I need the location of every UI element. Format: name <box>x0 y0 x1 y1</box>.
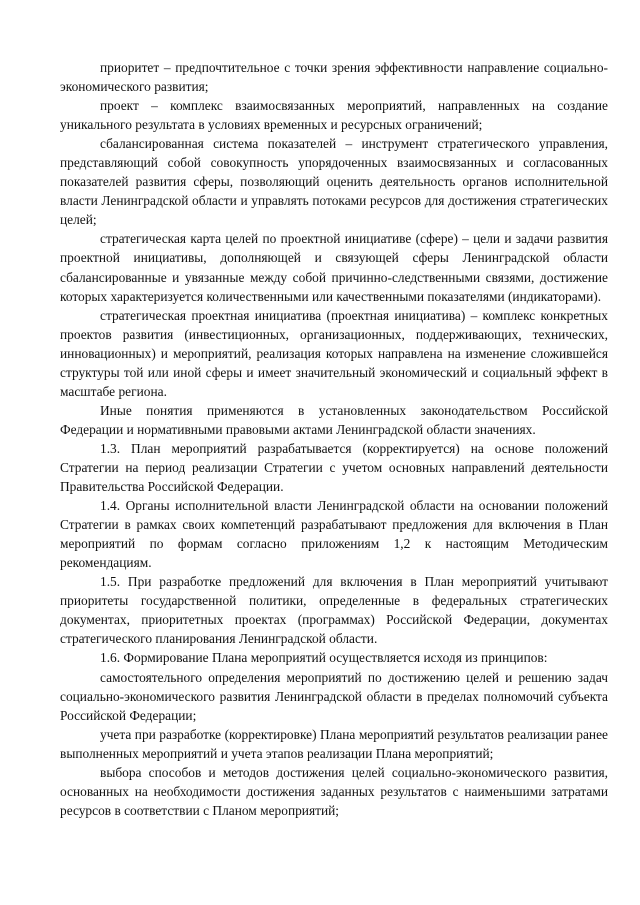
definition-strategy-map: стратегическая карта целей по проектной инициативе (сфере) – цели и задачи развития проектной инициативы, дополняющей и связующей сферы Ленинградской области сбалансированные и увязанные между собой причинно-следственными связями, достижение которых характеризуется количественными или качественными показателями (индикаторами). <box>60 231 608 304</box>
section-1-5: 1.5. При разработке предложений для включения в План мероприятий учитывают приоритеты государственной политики, определенные в федеральных стратегических документах, приоритетных проектах (программах) Российской Федерации, документах стратегического планирования Ленинградской области. <box>60 574 608 647</box>
definition-project: проект – комплекс взаимосвязанных мероприятий, направленных на создание уникального результата в условиях временных и ресурсных ограничений; <box>60 98 608 133</box>
principle-accounting-results: учета при разработке (корректировке) Плана мероприятий результатов реализации ранее выполненных мероприятий и учета этапов реализации Плана мероприятий; <box>60 726 608 761</box>
section-1-4: 1.4. Органы исполнительной власти Ленинградской области на основании положений Стратегии в рамках своих компетенций разрабатывают предложения для включения в План мероприятий по формам согласно приложениям 1,2 к настоящим Методическим рекомендациям. <box>60 498 608 571</box>
other-terms-paragraph: Иные понятия применяются в установленных законодательством Российской Федерации и нормативными правовыми актами Ленинградской области значениях. <box>60 402 608 437</box>
section-1-3: 1.3. План мероприятий разрабатывается (корректируется) на основе положений Стратегии на период реализации Стратегии с учетом основных направлений деятельности Правительства Российской Федерации. <box>60 440 608 495</box>
definition-balanced-scorecard: сбалансированная система показателей – инструмент стратегического управления, представляющий собой совокупность упорядоченных взаимосвязанных и согласованных показателей развития сферы, позволяющий оценить деятельность органов исполнительной власти Ленинградской области и управлять потоками ресурсов для достижения стратегических целей; <box>60 136 608 228</box>
principle-method-selection: выбора способов и методов достижения целей социально-экономического развития, основанных на необходимости достижения заданных результатов с наименьшими затратами ресурсов в соответствии с Планом мероприятий; <box>60 764 608 818</box>
principle-independent-definition: самостоятельного определения мероприятий по достижению целей и решению задач социально-экономического развития Ленинградской области в пределах полномочий субъекта Российской Федерации; <box>60 669 608 723</box>
section-1-6: 1.6. Формирование Плана мероприятий осуществляется исходя из принципов: <box>100 650 548 666</box>
document-page <box>60 58 608 820</box>
definition-project-initiative: стратегическая проектная инициатива (проектная инициатива) – комплекс конкретных проектов развития (инвестиционных, организационных, поддерживающих, технических, инновационных) и мероприятий, реализация которых направлена на изменение сложившейся структуры той или иной сферы и имеет значительный экономический и социальный эффект в масштабе региона. <box>60 307 608 399</box>
definition-priority: приоритет – предпочтительное с точки зрения эффективности направление социально-экономического развития; <box>60 60 608 95</box>
